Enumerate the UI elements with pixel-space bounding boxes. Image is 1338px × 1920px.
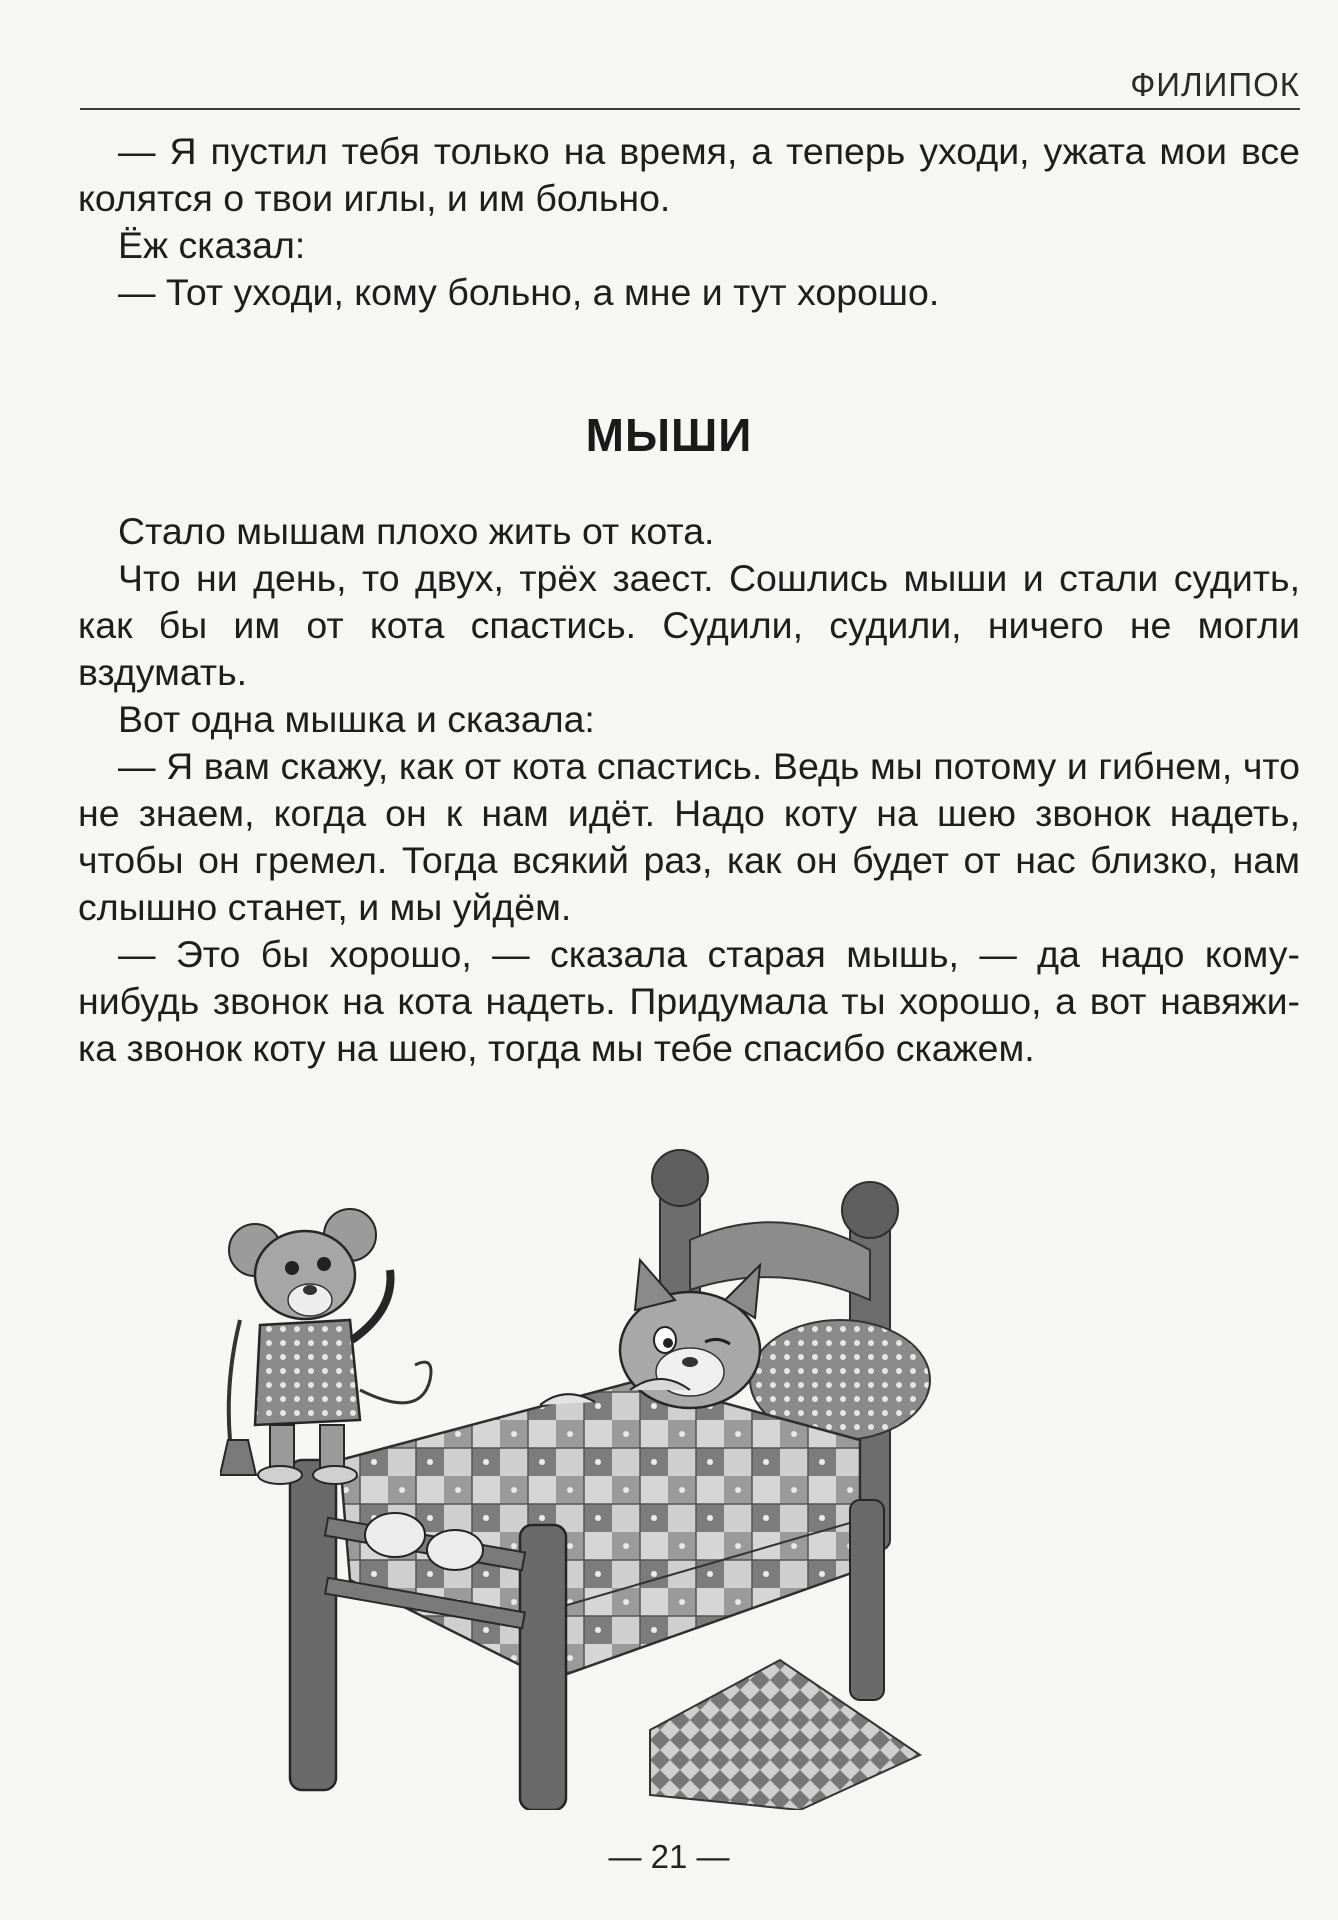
mouse — [220, 1209, 431, 1484]
page-number: — 21 — — [608, 1838, 730, 1875]
illustration-mouse-and-cat-in-bed — [220, 1140, 1100, 1810]
paragraph: — Это бы хорошо, — сказала старая мышь, — да надо кому-нибудь звонок на кота надеть. Придумала ты хорошо, а вот навяжи-ка звонок коту на шею, тогда мы тебе спасибо скажем. — [78, 933, 1300, 1069]
story-title: МЫШИ — [585, 409, 753, 461]
paragraph: Ёж сказал: — [118, 224, 306, 266]
cat — [540, 1260, 760, 1408]
header-rule — [80, 108, 1300, 110]
paragraph: — Тот уходи, кому больно, а мне и тут хорошо. — [118, 271, 940, 313]
running-title: ФИЛИПОК — [1130, 66, 1300, 103]
story-text — [78, 508, 1300, 1072]
paragraph: Стало мышам плохо жить от кота. — [118, 510, 715, 552]
paragraph: — Я вам скажу, как от кота спастись. Ведь мы потому и гибнем, что не знаем, когда он к нам идёт. Надо коту на шею звонок надеть, чтобы он гремел. Тогда всякий раз, как он будет от нас близко, нам слышно станет, и мы уйдём. — [78, 745, 1300, 928]
running-header — [80, 64, 1300, 112]
paragraph: Что ни день, то двух, трёх заест. Сошлись мыши и стали судить, как бы им от кота спастись. Судили, судили, ничего не могли вздумать. — [78, 557, 1300, 693]
previous-story-ending — [78, 128, 1300, 316]
paragraph: Вот одна мышка и сказала: — [118, 698, 595, 740]
paragraph: — Я пустил тебя только на время, а теперь уходи, ужата мои все колятся о твои иглы, и им больно. — [78, 130, 1300, 219]
